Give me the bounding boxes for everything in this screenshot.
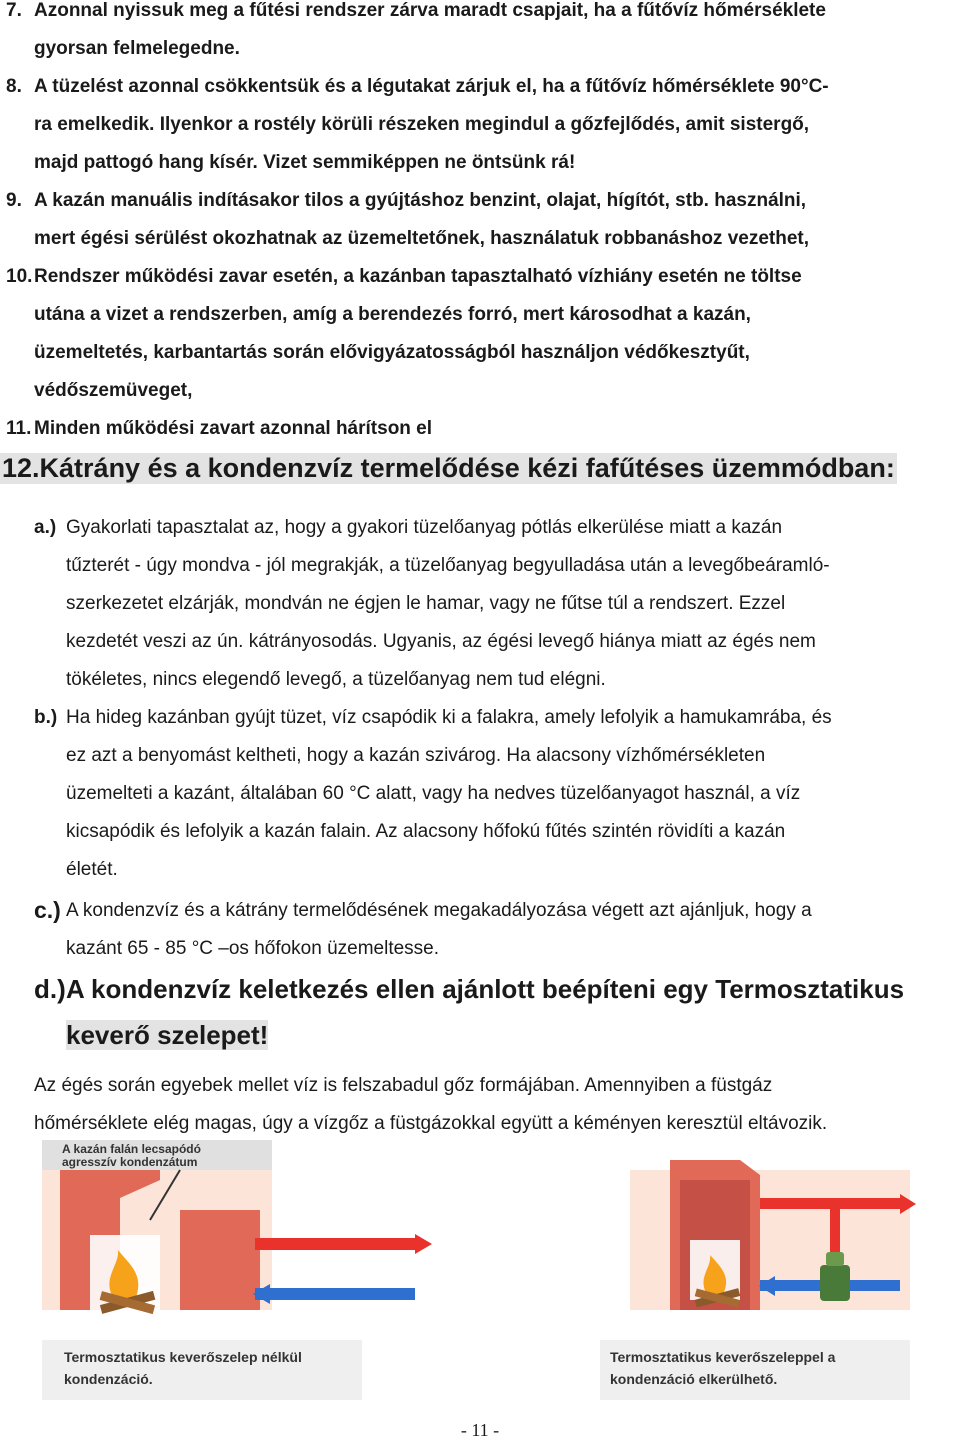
return-pipe	[255, 1288, 415, 1300]
item-number: 11.	[6, 418, 32, 439]
figure-label: A kazán falán lecsapódó	[62, 1142, 201, 1156]
hot-pipe	[255, 1238, 415, 1250]
hot-pipe	[760, 1198, 900, 1209]
text-line: szerkezetet elzárják, mondván ne égjen le hamar, vagy ne fűtse túl a rendszert. Ezzel	[66, 593, 786, 614]
text-line: A kondenzvíz keletkezés ellen ajánlott beépíteni egy Termosztatikus	[66, 974, 905, 1004]
text-line: Minden működési zavart azonnal hárítson el	[34, 418, 433, 439]
text-line: gyorsan felmelegedne.	[34, 38, 240, 59]
boiler-comparison-figure	[20, 1140, 960, 1415]
figure-caption-right: kondenzáció elkerülhető.	[610, 1371, 778, 1387]
text-line: üzemeltetés, karbantartás során elővigyázatosságból használjon védőkesztyűt,	[34, 342, 750, 363]
text-line: Azonnal nyissuk meg a fűtési rendszer zárva maradt csapjait, ha a fűtővíz hőmérséklete	[34, 0, 826, 21]
item-number: 9.	[6, 190, 22, 211]
text-line: kicsapódik és lefolyik a kazán falain. Az alacsony hőfokú fűtés szintén rövidíti a kazán	[66, 821, 786, 842]
text-line: A kondenzvíz és a kátrány termelődésének megakadályozása végett azt ajánljuk, hogy a	[66, 900, 812, 921]
text-line: Az égés során egyebek mellet víz is felszabadul gőz formájában. Amennyiben a füstgáz	[34, 1075, 773, 1096]
figure-caption-left: Termosztatikus keverőszelep nélkül	[64, 1349, 302, 1365]
page-number: - 11 -	[460, 1420, 500, 1440]
text-line: tökéletes, nincs elegendő levegő, a tüzelőanyag nem tud elégni.	[66, 669, 606, 690]
text-line: ra emelkedik. Ilyenkor a rostély körüli részeken megindul a gőzfejlődés, amit sistergő,	[34, 114, 810, 135]
text-line: tűzterét - úgy mondva - jól megrakják, a tüzelőanyag begyulladása után a levegőbeáramló-	[66, 555, 830, 576]
subsection-label: d.)	[34, 974, 66, 1004]
section-heading-12: 12.Kátrány és a kondenzvíz termelődése kézi fafűtéses üzemmódban:	[2, 453, 895, 483]
subsection-label: c.)	[34, 897, 61, 923]
text-line: Rendszer működési zavar esetén, a kazánban tapasztalható vízhiány esetén ne töltse	[34, 266, 802, 287]
text-line: ez azt a benyomást keltheti, hogy a kazán szivárog. Ha alacsony vízhőmérsékleten	[66, 745, 766, 766]
item-number: 7.	[6, 0, 22, 21]
figure-caption-left: kondenzáció.	[64, 1371, 153, 1387]
subsection-label: a.)	[34, 517, 57, 538]
text-line: védőszemüveget,	[34, 380, 193, 401]
text-line: A kazán manuális indításakor tilos a gyújtáshoz benzint, olajat, hígítót, stb. használni,	[34, 190, 807, 211]
text-line: Ha hideg kazánban gyújt tüzet, víz csapódik ki a falakra, amely lefolyik a hamukamrába, és	[66, 707, 832, 728]
text-line: üzemelteti a kazánt, általában 60 °C alatt, vagy ha nedves tüzelőanyagot használ, a víz	[66, 783, 801, 804]
boiler-illustration	[20, 1140, 960, 1415]
figure-label: agresszív kondenzátum	[62, 1155, 198, 1169]
subsection-label: b.)	[34, 707, 58, 728]
text-line: A tüzelést azonnal csökkentsük és a légutakat zárjuk el, ha a fűtővíz hőmérséklete 90°C-	[34, 76, 829, 97]
text-line: kazánt 65 - 85 °C –os hőfokon üzemeltesse.	[66, 938, 440, 959]
item-number: 8.	[6, 76, 22, 97]
text-line: Gyakorlati tapasztalat az, hogy a gyakori tüzelőanyag pótlás elkerülése miatt a kazán	[66, 517, 783, 538]
boiler-right	[630, 1160, 916, 1310]
text-line: keverő szelepet!	[66, 1020, 269, 1050]
text-line: majd pattogó hang kísér. Vizet semmiképpen ne öntsünk rá!	[34, 152, 576, 173]
text-line: hőmérséklete elég magas, úgy a vízgőz a füstgázokkal együtt a kéményen keresztül eltávozik.	[34, 1113, 828, 1134]
text-line: mert égési sérülést okozhatnak az üzemeltetőnek, használatuk robbanáshoz vezethet,	[34, 228, 810, 249]
text-line: kezdetét veszi az ún. kátrányosodás. Ugyanis, az égési levegő hiánya miatt az égés nem	[66, 631, 816, 652]
text-line: utána a vizet a rendszerben, amíg a berendezés forró, mert károsodhat a kazán,	[34, 304, 751, 325]
text-line: életét.	[66, 859, 118, 880]
figure-caption-right: Termosztatikus keverőszeleppel a	[610, 1349, 836, 1365]
boiler-left	[42, 1140, 432, 1314]
item-number: 10.	[6, 266, 33, 287]
